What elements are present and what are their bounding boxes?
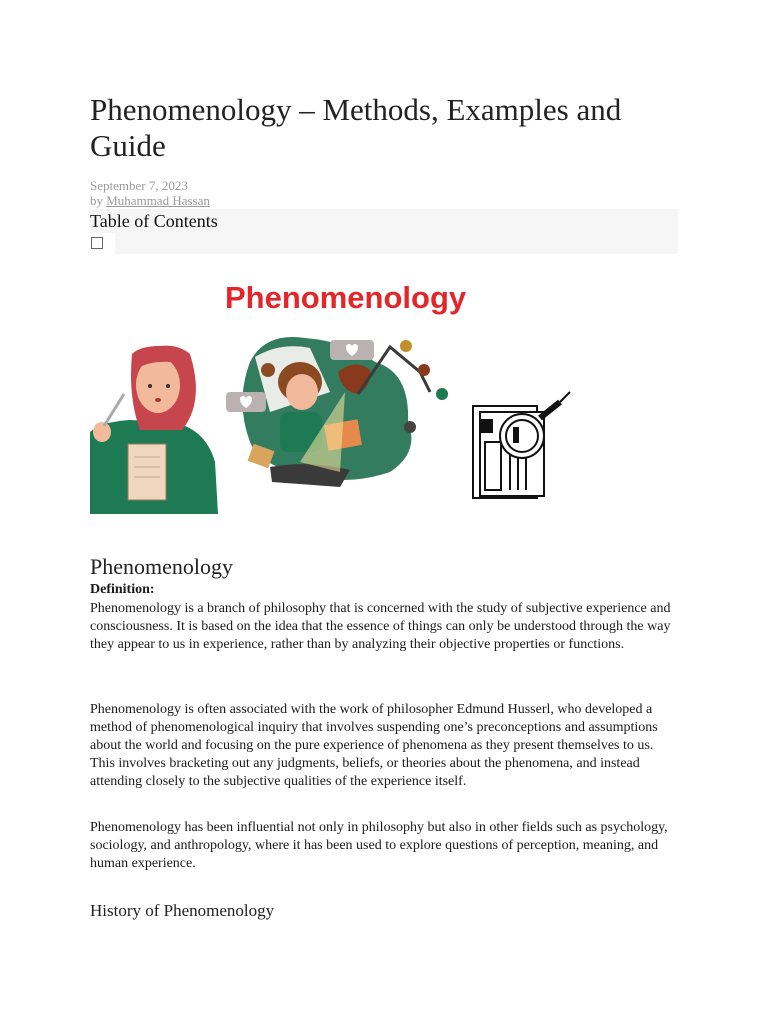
definition-label: Definition:: [90, 582, 155, 597]
table-of-contents: [90, 209, 678, 254]
section-heading: Phenomenology: [90, 554, 233, 579]
hero-illustration: [90, 262, 580, 542]
post-author-line: [90, 193, 210, 209]
toc-toggle-checkbox[interactable]: [91, 237, 103, 249]
toc-title: Table of Contents: [90, 211, 218, 231]
hero-title: Phenomenology: [225, 280, 467, 315]
paragraph-definition: Phenomenology is a branch of philosophy that is concerned with the study of subjective experience and consciousness. It is based on the idea that the essence of things can only be understood through the way they appear to us in experience, rather than by analyzing their objective properties or functions.: [90, 601, 671, 652]
paragraph-influence: Phenomenology has been influential not only in philosophy but also in other fields such as psychology, sociology, and anthropology, where it has been used to explore questions of perception, meaning, and human experience.: [90, 820, 668, 871]
girl-reading-figure: [226, 337, 448, 487]
woman-thinking-figure: [90, 346, 218, 514]
author-link[interactable]: Muhammad Hassan: [106, 193, 210, 208]
illustration-art: [90, 262, 580, 542]
post-date: September 7, 2023: [90, 178, 188, 193]
document-magnifier-icon: [473, 392, 570, 498]
page-title: Phenomenology – Methods, Examples and Guide: [90, 92, 622, 163]
paragraph-husserl: Phenomenology is often associated with the work of philosopher Edmund Husserl, who developed a method of phenomenological inquiry that involves suspending one’s preconceptions and assumptions about the world and focusing on the pure experience of phenomena as they present themselves to us. This involves bracketing out any judgments, beliefs, or theories about the phenomena, and instead attending closely to the subjective qualities of the experience itself.: [90, 702, 658, 789]
author-prefix: by: [90, 193, 103, 208]
history-subheading: History of Phenomenology: [90, 901, 275, 920]
